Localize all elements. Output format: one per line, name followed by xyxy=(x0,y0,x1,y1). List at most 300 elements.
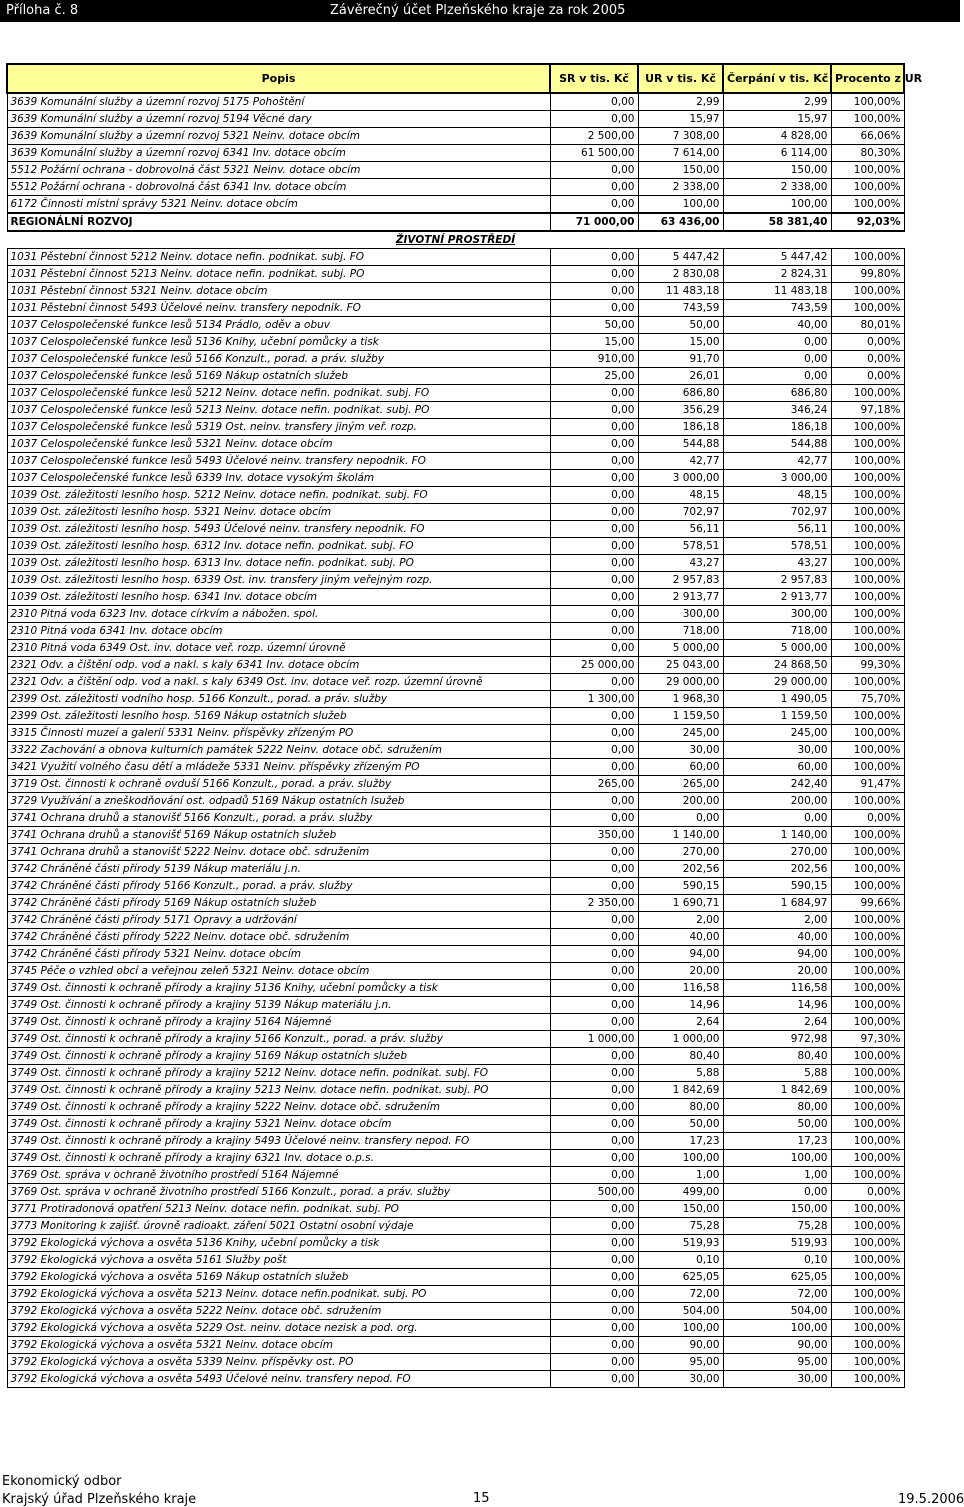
table-row xyxy=(7,1320,904,1337)
table-row xyxy=(7,334,904,351)
row-sr: 0,00 xyxy=(550,453,638,470)
table-body-environment xyxy=(7,249,904,1388)
row-procento: 100,00% xyxy=(831,385,904,402)
row-cerpani: 42,77 xyxy=(723,453,831,470)
row-sr: 0,00 xyxy=(550,1371,638,1388)
row-ur: 1 690,71 xyxy=(638,895,723,912)
row-sr: 0,00 xyxy=(550,1269,638,1286)
row-description: 3742 Chráněné části přírody 5166 Konzult., porad. a práv. služby xyxy=(7,878,550,895)
column-header-procento: Procento z UR xyxy=(831,64,904,93)
table-row xyxy=(7,521,904,538)
row-sr: 0,00 xyxy=(550,1133,638,1150)
row-sr: 0,00 xyxy=(550,1354,638,1371)
table-row xyxy=(7,861,904,878)
table-row xyxy=(7,657,904,674)
row-sr: 0,00 xyxy=(550,179,638,196)
row-cerpani: 56,11 xyxy=(723,521,831,538)
row-procento: 100,00% xyxy=(831,470,904,487)
table-row xyxy=(7,589,904,606)
row-description: 3749 Ost. činnosti k ochraně přírody a krajiny 5136 Knihy, učební pomůcky a tisk xyxy=(7,980,550,997)
row-sr: 25 000,00 xyxy=(550,657,638,674)
row-procento: 100,00% xyxy=(831,912,904,929)
footer-date: 19.5.2006 xyxy=(898,1492,964,1507)
row-sr: 0,00 xyxy=(550,1048,638,1065)
row-cerpani: 1 684,97 xyxy=(723,895,831,912)
row-ur: 80,40 xyxy=(638,1048,723,1065)
row-procento: 100,00% xyxy=(831,674,904,691)
row-cerpani: 43,27 xyxy=(723,555,831,572)
row-description: 3749 Ost. činnosti k ochraně přírody a krajiny 6321 Inv. dotace o.p.s. xyxy=(7,1150,550,1167)
row-sr: 0,00 xyxy=(550,111,638,128)
row-sr: 0,00 xyxy=(550,504,638,521)
row-cerpani: 24 868,50 xyxy=(723,657,831,674)
table-row xyxy=(7,963,904,980)
table-row xyxy=(7,317,904,334)
row-ur: 702,97 xyxy=(638,504,723,521)
row-ur: 1,00 xyxy=(638,1167,723,1184)
row-description: 1037 Celospolečenské funkce lesů 5134 Prádlo, oděv a obuv xyxy=(7,317,550,334)
row-cerpani: 116,58 xyxy=(723,980,831,997)
row-sr: 0,00 xyxy=(550,623,638,640)
row-ur: 20,00 xyxy=(638,963,723,980)
row-description: 3792 Ekologická výchova a osvěta 5493 Účelové neinv. transfery nepod. FO xyxy=(7,1371,550,1388)
row-procento: 100,00% xyxy=(831,1337,904,1354)
row-procento: 100,00% xyxy=(831,504,904,521)
table-row xyxy=(7,1235,904,1252)
row-sr: 61 500,00 xyxy=(550,145,638,162)
row-cerpani: 15,97 xyxy=(723,111,831,128)
total-procento: 92,03% xyxy=(831,213,904,231)
row-cerpani: 95,00 xyxy=(723,1354,831,1371)
table-row xyxy=(7,1133,904,1150)
row-sr: 0,00 xyxy=(550,419,638,436)
row-description: 3322 Zachování a obnova kulturních památek 5222 Neinv. dotace obč. sdružením xyxy=(7,742,550,759)
budget-table xyxy=(6,63,923,1388)
row-sr: 910,00 xyxy=(550,351,638,368)
row-cerpani: 578,51 xyxy=(723,538,831,555)
table-row xyxy=(7,402,904,419)
column-header-cerpani: Čerpání v tis. Kč xyxy=(723,64,831,93)
row-cerpani: 11 483,18 xyxy=(723,283,831,300)
row-description: 3769 Ost. správa v ochraně životního prostředí 5166 Konzult., porad. a práv. služby xyxy=(7,1184,550,1201)
row-cerpani: 48,15 xyxy=(723,487,831,504)
table-row xyxy=(7,759,904,776)
row-description: 3639 Komunální služby a územní rozvoj 5175 Pohoštění xyxy=(7,93,550,111)
table-row xyxy=(7,1286,904,1303)
row-procento: 100,00% xyxy=(831,980,904,997)
row-sr: 0,00 xyxy=(550,674,638,691)
row-description: 1039 Ost. záležitosti lesního hosp. 5493 Účelové neinv. transfery nepodnik. FO xyxy=(7,521,550,538)
row-ur: 5,88 xyxy=(638,1065,723,1082)
row-cerpani: 150,00 xyxy=(723,1201,831,1218)
row-sr: 25,00 xyxy=(550,368,638,385)
row-description: 3749 Ost. činnosti k ochraně přírody a krajiny 5164 Nájemné xyxy=(7,1014,550,1031)
row-ur: 116,58 xyxy=(638,980,723,997)
row-procento: 100,00% xyxy=(831,1133,904,1150)
row-ur: 75,28 xyxy=(638,1218,723,1235)
row-procento: 100,00% xyxy=(831,538,904,555)
row-cerpani: 686,80 xyxy=(723,385,831,402)
row-ur: 300,00 xyxy=(638,606,723,623)
total-label: REGIONÁLNÍ ROZVOJ xyxy=(7,213,550,231)
total-sr: 71 000,00 xyxy=(550,213,638,231)
row-sr: 0,00 xyxy=(550,487,638,504)
table-row xyxy=(7,1184,904,1201)
row-cerpani: 2 957,83 xyxy=(723,572,831,589)
row-ur: 1 968,30 xyxy=(638,691,723,708)
row-cerpani: 2,00 xyxy=(723,912,831,929)
row-description: 1039 Ost. záležitosti lesního hosp. 5212 Neinv. dotace nefin. podnikat. subj. FO xyxy=(7,487,550,504)
table-row xyxy=(7,1150,904,1167)
row-description: 1037 Celospolečenské funkce lesů 5169 Nákup ostatních služeb xyxy=(7,368,550,385)
row-description: 3771 Protiradonová opatření 5213 Neinv. dotace nefin. podnikat. subj. PO xyxy=(7,1201,550,1218)
table-row xyxy=(7,623,904,640)
row-ur: 2 913,77 xyxy=(638,589,723,606)
row-sr: 0,00 xyxy=(550,1014,638,1031)
row-description: 1031 Pěstební činnost 5213 Neinv. dotace nefin. podnikat. subj. PO xyxy=(7,266,550,283)
row-ur: 1 000,00 xyxy=(638,1031,723,1048)
row-description: 3792 Ekologická výchova a osvěta 5169 Nákup ostatních služeb xyxy=(7,1269,550,1286)
row-procento: 100,00% xyxy=(831,742,904,759)
column-header-popis: Popis xyxy=(7,64,550,93)
row-procento: 100,00% xyxy=(831,1235,904,1252)
row-cerpani: 0,10 xyxy=(723,1252,831,1269)
row-cerpani: 186,18 xyxy=(723,419,831,436)
row-procento: 0,00% xyxy=(831,1184,904,1201)
row-description: 3742 Chráněné části přírody 5169 Nákup ostatních služeb xyxy=(7,895,550,912)
row-procento: 100,00% xyxy=(831,1065,904,1082)
row-sr: 500,00 xyxy=(550,1184,638,1201)
row-procento: 100,00% xyxy=(831,1218,904,1235)
row-description: 3749 Ost. činnosti k ochraně přírody a krajiny 5213 Neinv. dotace nefin. podnikat. subj. PO xyxy=(7,1082,550,1099)
row-cerpani: 94,00 xyxy=(723,946,831,963)
table-row xyxy=(7,997,904,1014)
row-procento: 100,00% xyxy=(831,623,904,640)
table-row xyxy=(7,1048,904,1065)
table-row xyxy=(7,1218,904,1235)
row-cerpani: 1 140,00 xyxy=(723,827,831,844)
row-description: 3741 Ochrana druhů a stanovišť 5222 Neinv. dotace obč. sdružením xyxy=(7,844,550,861)
row-sr: 0,00 xyxy=(550,759,638,776)
row-sr: 1 300,00 xyxy=(550,691,638,708)
row-sr: 0,00 xyxy=(550,402,638,419)
row-description: 3639 Komunální služby a územní rozvoj 6341 Inv. dotace obcím xyxy=(7,145,550,162)
row-sr: 0,00 xyxy=(550,300,638,317)
row-ur: 30,00 xyxy=(638,1371,723,1388)
row-cerpani: 1 159,50 xyxy=(723,708,831,725)
table-row xyxy=(7,487,904,504)
row-procento: 100,00% xyxy=(831,793,904,810)
row-procento: 100,00% xyxy=(831,963,904,980)
row-ur: 1 159,50 xyxy=(638,708,723,725)
row-cerpani: 202,56 xyxy=(723,861,831,878)
row-cerpani: 0,00 xyxy=(723,810,831,827)
row-procento: 100,00% xyxy=(831,572,904,589)
row-sr: 0,00 xyxy=(550,555,638,572)
row-procento: 66,06% xyxy=(831,128,904,145)
table-row xyxy=(7,929,904,946)
row-procento: 99,66% xyxy=(831,895,904,912)
row-sr: 0,00 xyxy=(550,725,638,742)
row-description: 3792 Ekologická výchova a osvěta 5161 Služby pošt xyxy=(7,1252,550,1269)
row-description: 3792 Ekologická výchova a osvěta 5321 Neinv. dotace obcím xyxy=(7,1337,550,1354)
row-procento: 100,00% xyxy=(831,929,904,946)
table-row xyxy=(7,1354,904,1371)
row-procento: 0,00% xyxy=(831,810,904,827)
row-sr: 0,00 xyxy=(550,742,638,759)
row-sr: 0,00 xyxy=(550,810,638,827)
row-description: 2310 Pitná voda 6349 Ost. inv. dotace veř. rozp. územní úrovně xyxy=(7,640,550,657)
row-description: 3749 Ost. činnosti k ochraně přírody a krajiny 5493 Účelové neinv. transfery nepod. FO xyxy=(7,1133,550,1150)
row-ur: 56,11 xyxy=(638,521,723,538)
row-ur: 2 957,83 xyxy=(638,572,723,589)
row-sr: 0,00 xyxy=(550,878,638,895)
row-procento: 100,00% xyxy=(831,249,904,266)
row-ur: 2,99 xyxy=(638,93,723,111)
table-row xyxy=(7,419,904,436)
row-ur: 80,00 xyxy=(638,1099,723,1116)
table-row xyxy=(7,470,904,487)
footer-department: Ekonomický odbor xyxy=(2,1474,122,1489)
table-row xyxy=(7,111,904,128)
table-row xyxy=(7,1337,904,1354)
row-description: 3792 Ekologická výchova a osvěta 5136 Knihy, učební pomůcky a tisk xyxy=(7,1235,550,1252)
row-sr: 1 000,00 xyxy=(550,1031,638,1048)
row-cerpani: 245,00 xyxy=(723,725,831,742)
table-row xyxy=(7,1082,904,1099)
row-sr: 0,00 xyxy=(550,1320,638,1337)
row-cerpani: 590,15 xyxy=(723,878,831,895)
row-ur: 7 308,00 xyxy=(638,128,723,145)
row-description: 6172 Činnosti místní správy 5321 Neinv. dotace obcím xyxy=(7,196,550,214)
row-cerpani: 29 000,00 xyxy=(723,674,831,691)
column-header-ur: UR v tis. Kč xyxy=(638,64,723,93)
row-cerpani: 60,00 xyxy=(723,759,831,776)
table-row xyxy=(7,606,904,623)
row-procento: 100,00% xyxy=(831,300,904,317)
row-procento: 0,00% xyxy=(831,368,904,385)
table-body-regional xyxy=(7,93,904,213)
row-cerpani: 2 338,00 xyxy=(723,179,831,196)
section-title: ŽIVOTNÍ PROSTŘEDÍ xyxy=(7,231,904,249)
row-sr: 0,00 xyxy=(550,93,638,111)
row-ur: 40,00 xyxy=(638,929,723,946)
table-row xyxy=(7,93,904,111)
row-procento: 100,00% xyxy=(831,1099,904,1116)
row-procento: 100,00% xyxy=(831,708,904,725)
row-ur: 100,00 xyxy=(638,1320,723,1337)
row-sr: 0,00 xyxy=(550,1065,638,1082)
row-sr: 0,00 xyxy=(550,793,638,810)
row-cerpani: 544,88 xyxy=(723,436,831,453)
row-description: 3729 Využívání a zneškodňování ost. odpadů 5169 Nákup ostatních lsužeb xyxy=(7,793,550,810)
total-row xyxy=(7,213,904,231)
row-description: 1031 Pěstební činnost 5321 Neinv. dotace obcím xyxy=(7,283,550,300)
row-description: 3792 Ekologická výchova a osvěta 5339 Neinv. příspěvky ost. PO xyxy=(7,1354,550,1371)
row-description: 3749 Ost. činnosti k ochraně přírody a krajiny 5321 Neinv. dotace obcím xyxy=(7,1116,550,1133)
row-ur: 15,97 xyxy=(638,111,723,128)
row-cerpani: 5,88 xyxy=(723,1065,831,1082)
row-description: 3792 Ekologická výchova a osvěta 5222 Neinv. dotace obč. sdružením xyxy=(7,1303,550,1320)
row-ur: 50,00 xyxy=(638,1116,723,1133)
row-description: 3749 Ost. činnosti k ochraně přírody a krajiny 5222 Neinv. dotace obč. sdružením xyxy=(7,1099,550,1116)
row-description: 3749 Ost. činnosti k ochraně přírody a krajiny 5166 Konzult., porad. a práv. služby xyxy=(7,1031,550,1048)
row-sr: 0,00 xyxy=(550,283,638,300)
row-ur: 499,00 xyxy=(638,1184,723,1201)
row-description: 2310 Pitná voda 6341 Inv. dotace obcím xyxy=(7,623,550,640)
table-row xyxy=(7,453,904,470)
row-description: 3749 Ost. činnosti k ochraně přírody a krajiny 5212 Neinv. dotace nefin. podnikat. subj. FO xyxy=(7,1065,550,1082)
row-cerpani: 90,00 xyxy=(723,1337,831,1354)
row-sr: 265,00 xyxy=(550,776,638,793)
row-description: 2310 Pitná voda 6323 Inv. dotace církvím a nábožen. spol. xyxy=(7,606,550,623)
row-ur: 504,00 xyxy=(638,1303,723,1320)
row-procento: 100,00% xyxy=(831,1201,904,1218)
row-cerpani: 4 828,00 xyxy=(723,128,831,145)
row-sr: 0,00 xyxy=(550,912,638,929)
row-sr: 0,00 xyxy=(550,249,638,266)
row-sr: 0,00 xyxy=(550,1337,638,1354)
row-cerpani: 0,00 xyxy=(723,368,831,385)
row-ur: 590,15 xyxy=(638,878,723,895)
row-sr: 0,00 xyxy=(550,589,638,606)
table-row xyxy=(7,572,904,589)
row-cerpani: 50,00 xyxy=(723,1116,831,1133)
table-row xyxy=(7,128,904,145)
row-description: 3719 Ost. činnosti k ochraně ovduší 5166 Konzult., porad. a práv. služby xyxy=(7,776,550,793)
row-sr: 0,00 xyxy=(550,572,638,589)
row-procento: 100,00% xyxy=(831,1252,904,1269)
row-procento: 100,00% xyxy=(831,521,904,538)
row-cerpani: 3 000,00 xyxy=(723,470,831,487)
table-row xyxy=(7,504,904,521)
row-ur: 100,00 xyxy=(638,196,723,214)
row-ur: 2 338,00 xyxy=(638,179,723,196)
row-description: 3742 Chráněné části přírody 5222 Neinv. dotace obč. sdružením xyxy=(7,929,550,946)
row-sr: 0,00 xyxy=(550,708,638,725)
table-row xyxy=(7,844,904,861)
table-row xyxy=(7,946,904,963)
row-description: 1037 Celospolečenské funkce lesů 5136 Knihy, učební pomůcky a tisk xyxy=(7,334,550,351)
row-cerpani: 2 824,31 xyxy=(723,266,831,283)
row-sr: 0,00 xyxy=(550,1099,638,1116)
table-row xyxy=(7,300,904,317)
row-description: 2399 Ost. záležitosti lesního hosp. 5169 Nákup ostatních služeb xyxy=(7,708,550,725)
row-ur: 0,00 xyxy=(638,810,723,827)
row-cerpani: 6 114,00 xyxy=(723,145,831,162)
row-ur: 2,64 xyxy=(638,1014,723,1031)
row-ur: 60,00 xyxy=(638,759,723,776)
row-cerpani: 5 447,42 xyxy=(723,249,831,266)
row-procento: 100,00% xyxy=(831,93,904,111)
section-header-row xyxy=(7,231,904,249)
row-procento: 100,00% xyxy=(831,1150,904,1167)
row-ur: 356,29 xyxy=(638,402,723,419)
row-ur: 25 043,00 xyxy=(638,657,723,674)
table-row xyxy=(7,980,904,997)
row-ur: 100,00 xyxy=(638,1150,723,1167)
row-sr: 0,00 xyxy=(550,980,638,997)
row-cerpani: 242,40 xyxy=(723,776,831,793)
row-sr: 0,00 xyxy=(550,196,638,214)
row-sr: 0,00 xyxy=(550,1286,638,1303)
row-ur: 30,00 xyxy=(638,742,723,759)
table-row xyxy=(7,742,904,759)
row-procento: 0,00% xyxy=(831,351,904,368)
row-sr: 0,00 xyxy=(550,1116,638,1133)
table-row xyxy=(7,196,904,214)
page-header xyxy=(0,0,960,22)
table-row xyxy=(7,776,904,793)
row-sr: 0,00 xyxy=(550,1235,638,1252)
row-ur: 202,56 xyxy=(638,861,723,878)
row-ur: 7 614,00 xyxy=(638,145,723,162)
table-row xyxy=(7,1269,904,1286)
row-cerpani: 2 913,77 xyxy=(723,589,831,606)
row-procento: 97,18% xyxy=(831,402,904,419)
row-cerpani: 718,00 xyxy=(723,623,831,640)
row-procento: 100,00% xyxy=(831,946,904,963)
row-cerpani: 200,00 xyxy=(723,793,831,810)
row-sr: 0,00 xyxy=(550,470,638,487)
row-procento: 100,00% xyxy=(831,725,904,742)
table-row xyxy=(7,351,904,368)
table-row xyxy=(7,1167,904,1184)
row-sr: 0,00 xyxy=(550,946,638,963)
row-sr: 0,00 xyxy=(550,162,638,179)
row-ur: 2,00 xyxy=(638,912,723,929)
row-sr: 0,00 xyxy=(550,436,638,453)
row-description: 3639 Komunální služby a územní rozvoj 5321 Neinv. dotace obcím xyxy=(7,128,550,145)
row-cerpani: 72,00 xyxy=(723,1286,831,1303)
row-procento: 75,70% xyxy=(831,691,904,708)
row-description: 1031 Pěstební činnost 5212 Neinv. dotace nefin. podnikat. subj. FO xyxy=(7,249,550,266)
row-procento: 100,00% xyxy=(831,1371,904,1388)
page-number: 15 xyxy=(473,1491,490,1506)
row-procento: 91,47% xyxy=(831,776,904,793)
row-cerpani: 80,40 xyxy=(723,1048,831,1065)
row-cerpani: 1 490,05 xyxy=(723,691,831,708)
row-cerpani: 75,28 xyxy=(723,1218,831,1235)
table-row xyxy=(7,385,904,402)
document-title: Závěrečný účet Plzeňského kraje za rok 2005 xyxy=(330,3,626,18)
row-procento: 100,00% xyxy=(831,1303,904,1320)
row-description: 1031 Pěstební činnost 5493 Účelové neinv. transfery nepodnik. FO xyxy=(7,300,550,317)
row-ur: 0,10 xyxy=(638,1252,723,1269)
row-sr: 0,00 xyxy=(550,385,638,402)
row-sr: 0,00 xyxy=(550,1082,638,1099)
row-sr: 0,00 xyxy=(550,1167,638,1184)
row-sr: 0,00 xyxy=(550,861,638,878)
table-row xyxy=(7,538,904,555)
row-procento: 100,00% xyxy=(831,1354,904,1371)
row-cerpani: 14,96 xyxy=(723,997,831,1014)
row-procento: 100,00% xyxy=(831,436,904,453)
row-cerpani: 100,00 xyxy=(723,196,831,214)
table-row xyxy=(7,249,904,266)
row-cerpani: 270,00 xyxy=(723,844,831,861)
row-ur: 150,00 xyxy=(638,1201,723,1218)
row-description: 3745 Péče o vzhled obcí a veřejnou zeleň 5321 Neinv. dotace obcím xyxy=(7,963,550,980)
table-row xyxy=(7,691,904,708)
row-sr: 0,00 xyxy=(550,1150,638,1167)
row-cerpani: 40,00 xyxy=(723,317,831,334)
row-cerpani: 300,00 xyxy=(723,606,831,623)
row-procento: 100,00% xyxy=(831,844,904,861)
row-ur: 26,01 xyxy=(638,368,723,385)
row-cerpani: 0,00 xyxy=(723,351,831,368)
row-cerpani: 972,98 xyxy=(723,1031,831,1048)
